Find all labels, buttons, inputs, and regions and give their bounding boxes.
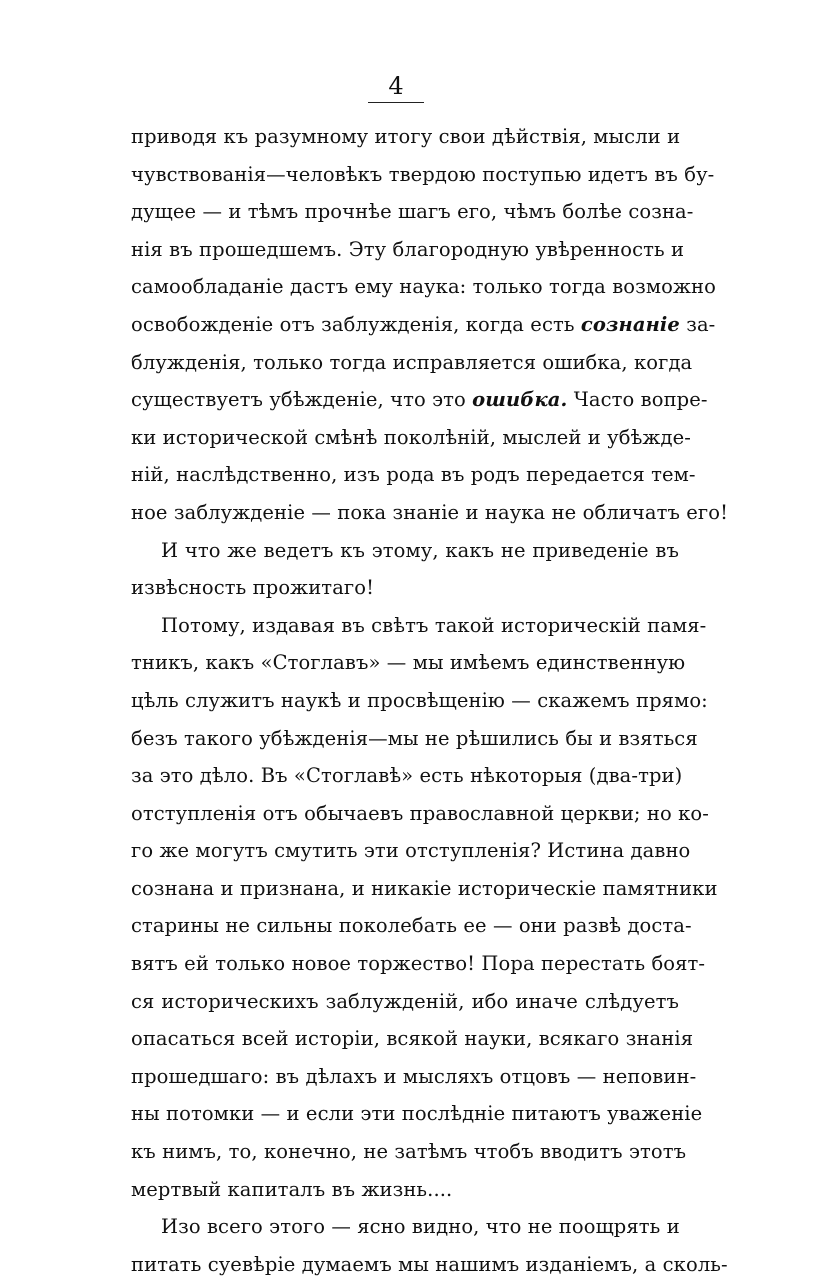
text-line: го же могутъ смутить эти отступленія? Истина давно <box>131 839 691 863</box>
text-line: блужденія, только тогда исправляется ошибка, когда <box>131 350 693 374</box>
page-number: 4 <box>368 72 424 103</box>
text-line: отступленія отъ обычаевъ православной церкви; но ко- <box>131 801 709 825</box>
text-line: нія въ прошедшемъ. Эту благородную увѣренность и <box>131 237 685 261</box>
text-line: къ нимъ, то, конечно, не затѣмъ чтобъ вводитъ этотъ <box>131 1140 687 1164</box>
text-line: Потому, издавая въ свѣтъ такой историческій памя- <box>161 613 707 637</box>
body-text <box>131 118 729 1283</box>
text-run: за- <box>686 312 716 336</box>
text-line: приводя къ разумному итогу свои дѣйствія, мысли и <box>131 125 681 148</box>
text-line <box>131 306 716 344</box>
text-line: старины не сильны поколебать ее — они развѣ доста- <box>131 914 692 938</box>
text-run: Часто вопре- <box>573 388 708 412</box>
text-line: ны потомки — и если эти послѣдніе питаютъ уваженіе <box>131 1102 703 1126</box>
text-line: прошедшаго: въ дѣлахъ и мысляхъ отцовъ — неповин- <box>131 1064 697 1088</box>
text-line: ся историческихъ заблужденій, ибо иначе слѣдуетъ <box>131 989 679 1013</box>
text-line: дущее — и тѣмъ прочнѣе шагъ его, чѣмъ болѣе созна- <box>131 200 694 224</box>
text-line: опасаться всей исторіи, всякой науки, всякаго знанія <box>131 1027 694 1051</box>
text-line: питать суевѣріе думаемъ мы нашимъ изданіемъ, а сколь- <box>131 1252 728 1276</box>
text-line: самообладаніе дастъ ему наука: только тогда возможно <box>131 275 716 299</box>
text-line: ное заблужденіе — пока знаніе и наука не обличатъ его! <box>131 500 729 524</box>
emphasis-text: сознаніе <box>580 312 680 336</box>
text-line: цѣль служитъ наукѣ и просвѣщенію — скажемъ прямо: <box>131 688 708 712</box>
text-run: существуетъ убѣжденіе, что это <box>131 388 466 412</box>
text-line: мертвый капиталъ въ жизнь.... <box>131 1177 453 1201</box>
emphasis-text: ошибка. <box>472 388 568 412</box>
text-line: безъ такого убѣжденія—мы не рѣшились бы и взяться <box>131 726 698 750</box>
paragraph-3 <box>131 607 718 1209</box>
text-line: И что же ведетъ къ этому, какъ не приведеніе въ <box>161 538 679 562</box>
paragraph-2 <box>131 532 679 607</box>
text-line: за это дѣло. Въ «Стоглавѣ» есть нѣкоторыя (два-три) <box>131 764 683 788</box>
text-line <box>131 381 708 419</box>
text-run: освобожденіе отъ заблужденія, когда есть <box>131 312 575 336</box>
text-line: извѣсность прожитаго! <box>131 576 375 600</box>
text-line: сознана и признана, и никакіе историческіе памятники <box>131 876 718 900</box>
paragraph-1 <box>131 118 729 532</box>
text-line: ки исторической смѣнѣ поколѣній, мыслей и убѣжде- <box>131 425 691 449</box>
text-line: чувствованія—человѣкъ твердою поступью идетъ въ бу- <box>131 162 715 186</box>
text-line: вятъ ей только новое торжество! Пора перестать боят- <box>131 952 706 976</box>
text-line: ній, наслѣдственно, изъ рода въ родъ передается тем- <box>131 463 696 487</box>
paragraph-4 <box>131 1208 728 1283</box>
text-line: тникъ, какъ «Стоглавъ» — мы имѣемъ единственную <box>131 651 686 675</box>
text-line: Изо всего этого — ясно видно, что не поощрять и <box>161 1215 680 1239</box>
